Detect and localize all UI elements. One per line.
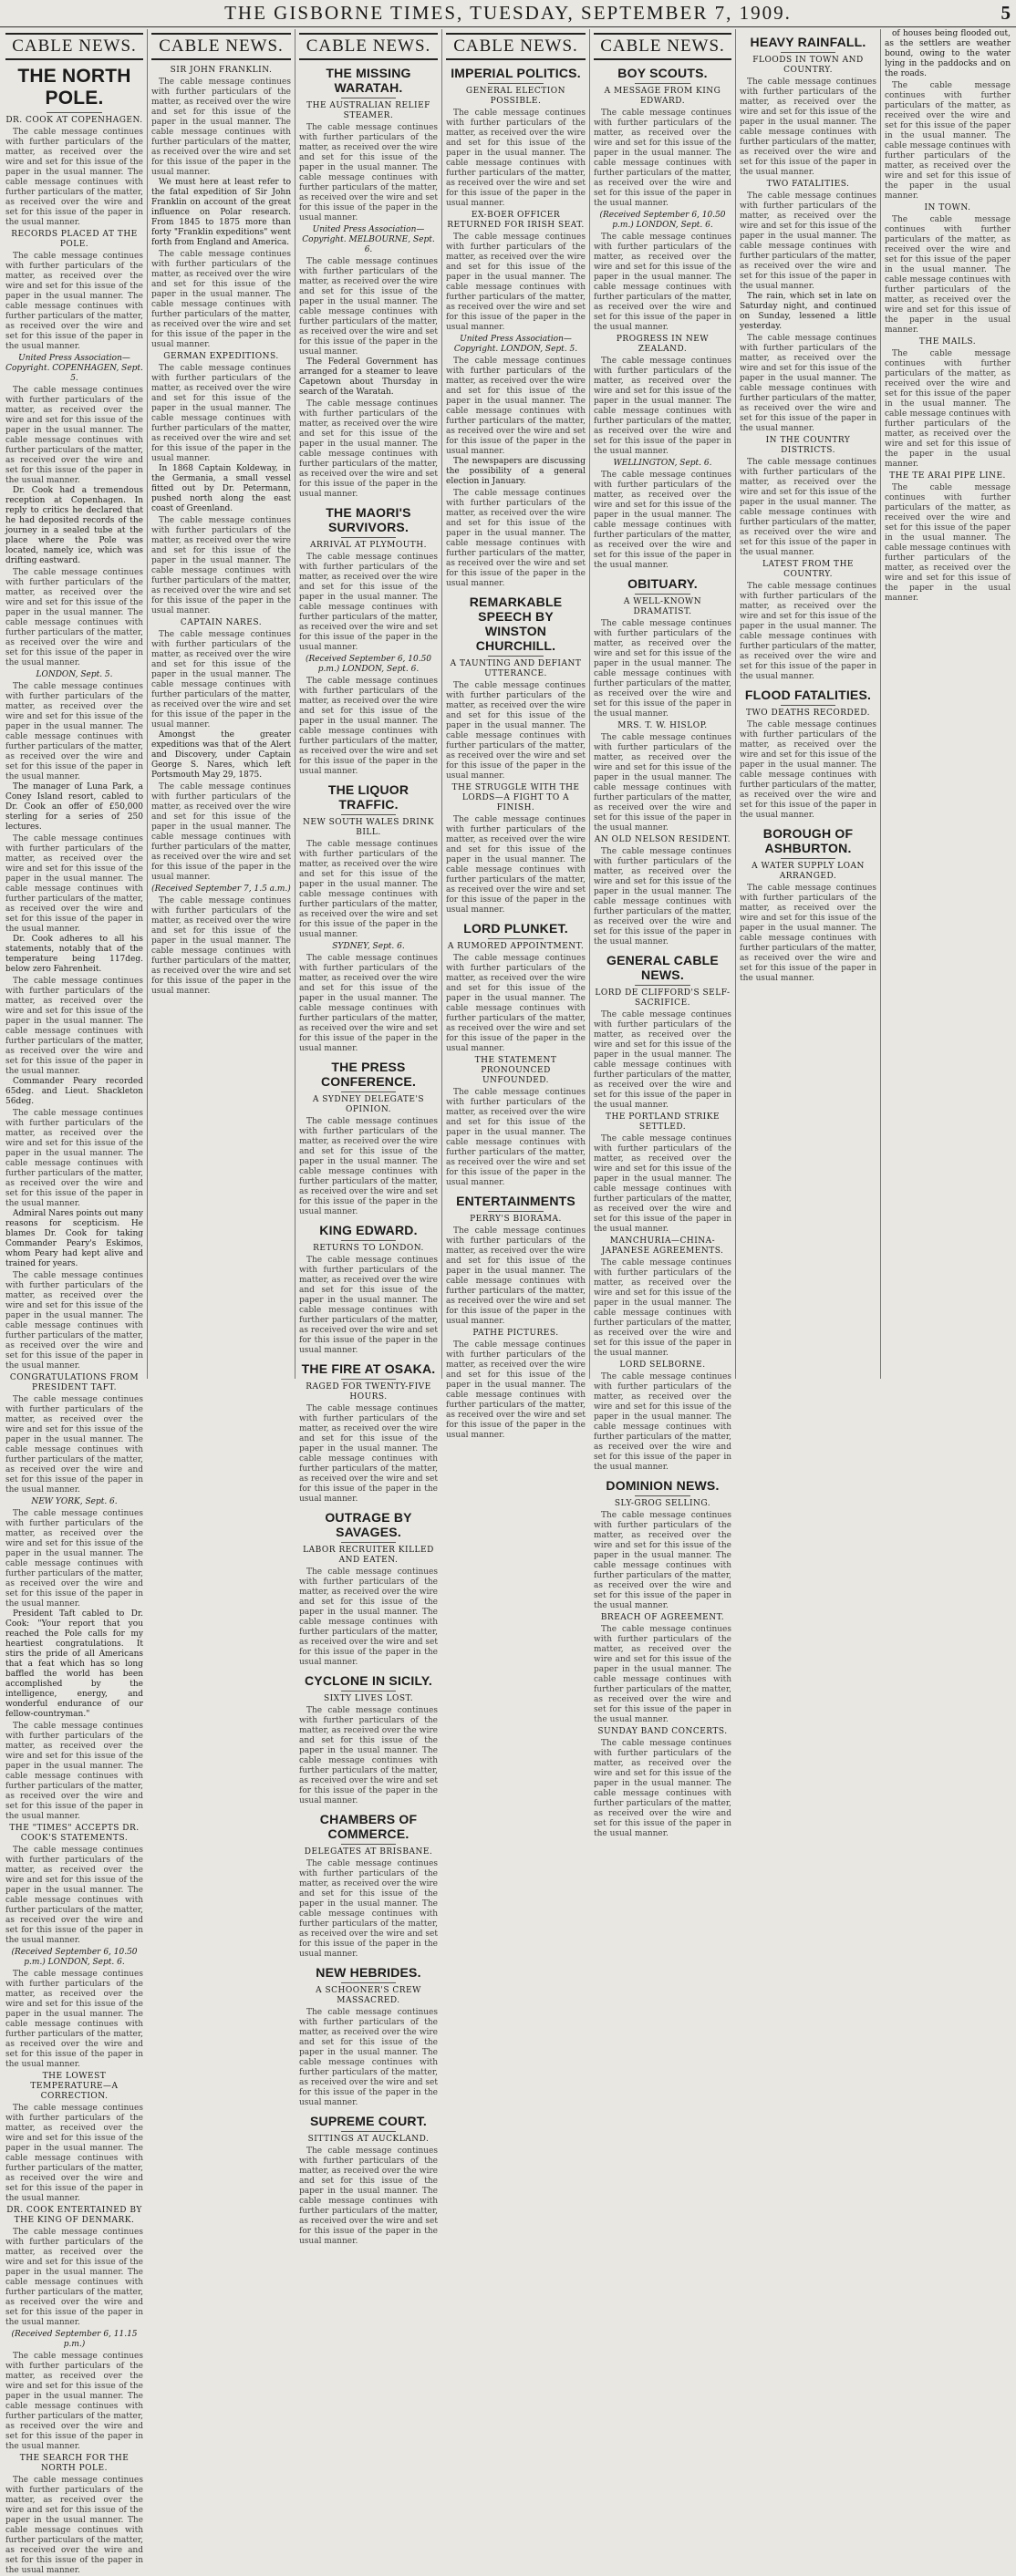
article-headline: FLOOD FATALITIES. <box>744 688 872 702</box>
body-text: The cable message continues with further particulars of the matter, as received over the wire and set for this issue of the paper in the usual manner. The cable message continues with further particulars of the matter, as received over the wire and set for this issue of the paper in the usual manner. <box>446 954 586 1053</box>
sub-heading: SITTINGS AT AUCKLAND. <box>307 2135 430 2144</box>
body-text: The cable message continues with further particulars of the matter, as received over the wire and set for this issue of the paper in the usual manner. The cable message continues with further particulars of the matter, as received over the wire and set for this issue of the paper in the usual manner. <box>446 1226 586 1326</box>
sub-heading: SLY-GROG SELLING. <box>614 1499 711 1508</box>
sub-heading: THE TE ARAI PIPE LINE. <box>889 471 1006 481</box>
body-text: The cable message continues with further particulars of the matter, as received over the wire and set for this issue of the paper in the usual manner. The cable message continues with further particulars of the matter, as received over the wire and set for this issue of the paper in the usual manner. <box>151 630 291 729</box>
article-headline: THE NORTH POLE. <box>17 66 131 109</box>
article-headline: CYCLONE IN SICILY. <box>305 1673 432 1688</box>
sub-heading: MANCHURIA—CHINA-JAPANESE AGREEMENTS. <box>601 1236 724 1256</box>
article-headline: DOMINION NEWS. <box>606 1478 720 1493</box>
body-text: The cable message continues with further particulars of the matter, as received over the wire and set for this issue of the paper in the usual manner. The cable message continues with further particulars of the matter, as received over the wire and set for this issue of the paper in the usual manner. <box>446 1340 586 1440</box>
sub-heading: BREACH OF AGREEMENT. <box>600 1613 725 1622</box>
body-text: The cable message continues with further particulars of the matter, as received over the wire and set for this issue of the paper in the usual manner. The cable message continues with further particulars of the matter, as received over the wire and set for this issue of the paper in the usual manner. <box>885 81 1011 201</box>
body-text: The cable message continues with further particulars of the matter, as received over the wire and set for this issue of the paper in the usual manner. The cable message continues with further particulars of the matter, as received over the wire and set for this issue of the paper in the usual manner. <box>446 233 586 332</box>
article-headline: REMARKABLE SPEECH BY WINSTON CHURCHILL. <box>469 595 563 653</box>
body-text: The cable message continues with further particulars of the matter, as received over the wire and set for this issue of the paper in the usual manner. The cable message continues with further particulars of the matter, as received over the wire and set for this issue of the paper in the usual manner. <box>299 954 438 1053</box>
paragraph: The Federal Government has arranged for a steamer to leave Capetown about Thursday in search of the Waratah. <box>299 357 438 397</box>
divider <box>488 938 544 939</box>
article-headline: CHAMBERS OF COMMERCE. <box>319 1812 418 1841</box>
body-text: The cable message continues with further particulars of the matter, as received over the wire and set for this issue of the paper in the usual manner. The cable message continues with further particulars of the matter, as received over the wire and set for this issue of the paper in the usual manner. <box>446 815 586 915</box>
column-6 <box>736 29 881 1379</box>
body-text: The cable message continues with further particulars of the matter, as received over the wire and set for this issue of the paper in the usual manner. The cable message continues with further particulars of the matter, as received over the wire and set for this issue of the paper in the usual manner. <box>299 1706 438 1805</box>
body-text: The cable message continues with further particulars of the matter, as received over the wire and set for this issue of the paper in the usual manner. The cable message continues with further particulars of the matter, as received over the wire and set for this issue of the paper in the usual manner. <box>594 1010 731 1110</box>
article-headline: NEW HEBRIDES. <box>316 1965 421 1980</box>
column-1 <box>2 29 148 2575</box>
sub-heading: A TAUNTING AND DEFIANT UTTERANCE. <box>450 659 582 678</box>
sub-heading: THE LOWEST TEMPERATURE—A CORRECTION. <box>30 2072 119 2101</box>
dateline: (Received September 6, 10.50 p.m.) LONDON, Sept. 6. <box>599 211 726 230</box>
page-number: 5 <box>1000 2 1011 24</box>
body-text: The cable message continues with further particulars of the matter, as received over the wire and set for this issue of the paper in the usual manner. The cable message continues with further particulars of the matter, as received over the wire and set for this issue of the paper in the usual manner. <box>5 977 143 1076</box>
sub-heading: ARRIVAL AT PLYMOUTH. <box>310 541 427 550</box>
body-text: The cable message continues with further particulars of the matter, as received over the wire and set for this issue of the paper in the usual manner. The cable message continues with further particulars of the matter, as received over the wire and set for this issue of the paper in the usual manner. <box>594 233 731 332</box>
column-2 <box>148 29 295 1379</box>
body-text: The cable message continues with further particulars of the matter, as received over the wire and set for this issue of the paper in the usual manner. The cable message continues with further particulars of the matter, as received over the wire and set for this issue of the paper in the usual manner. <box>299 840 438 939</box>
article-headline: THE PRESS CONFERENCE. <box>320 1060 417 1089</box>
sub-heading: EX-BOER OFFICER RETURNED FOR IRISH SEAT. <box>447 211 585 230</box>
divider <box>341 1091 397 1092</box>
article-headline: LORD PLUNKET. <box>463 921 568 936</box>
body-text: The cable message continues with further particulars of the matter, as received over the wire and set for this issue of the paper in the usual manner. The cable message continues with further particulars of the matter, as received over the wire and set for this issue of the paper in the usual manner. <box>594 619 731 719</box>
sub-heading: THE STRUGGLE WITH THE LORDS—A FIGHT TO A FINISH. <box>451 783 580 812</box>
paragraph: of houses being flooded out, as the settlers are weather bound, owing to the water lying in the paddocks and on the roads. <box>885 29 1011 78</box>
sub-heading: GERMAN EXPEDITIONS. <box>163 352 279 361</box>
body-text: The cable message continues with further particulars of the matter, as received over the wire and set for this issue of the paper in the usual manner. The cable message continues with further particulars of the matter, as received over the wire and set for this issue of the paper in the usual manner. <box>740 334 876 433</box>
divider <box>781 705 835 706</box>
divider <box>341 1240 397 1241</box>
sub-heading: THE SEARCH FOR THE NORTH POLE. <box>19 2454 130 2473</box>
sub-heading: PERRY'S BIORAMA. <box>470 1215 562 1224</box>
article-headline: THE MISSING WARATAH. <box>326 66 411 95</box>
sub-heading: LORD DE CLIFFORD'S SELF-SACRIFICE. <box>595 988 731 1008</box>
article-headline: THE LIQUOR TRAFFIC. <box>327 782 410 812</box>
sub-heading: GENERAL ELECTION POSSIBLE. <box>465 87 566 106</box>
article-headline: BOROUGH OF ASHBURTON. <box>762 826 854 855</box>
body-text: The cable message continues with further particulars of the matter, as received over the wire and set for this issue of the paper in the usual manner. The cable message continues with further particulars of the matter, as received over the wire and set for this issue of the paper in the usual manner. <box>594 1372 731 1472</box>
body-text: The cable message continues with further particulars of the matter, as received over the wire and set for this issue of the paper in the usual manner. The cable message continues with further particulars of the matter, as received over the wire and set for this issue of the paper in the usual manner. <box>151 896 291 996</box>
paragraph: We must here at least refer to the fatal expedition of Sir John Franklin on account of the great influence on Polar research. From 1845 to 1875 more than forty "Franklin expeditions" went forth from England and America. <box>151 178 291 247</box>
body-text: The cable message continues with further particulars of the matter, as received over the wire and set for this issue of the paper in the usual manner. The cable message continues with further particulars of the matter, as received over the wire and set for this issue of the paper in the usual manner. <box>5 1846 143 1945</box>
sub-heading: AN OLD NELSON RESIDENT. <box>594 835 731 844</box>
sub-heading: THE MAILS. <box>918 337 977 347</box>
body-text: The cable message continues with further particulars of the matter, as received over the wire and set for this issue of the paper in the usual manner. The cable message continues with further particulars of the matter, as received over the wire and set for this issue of the paper in the usual manner. <box>151 78 291 177</box>
divider <box>341 1844 397 1845</box>
sub-heading: A MESSAGE FROM KING EDWARD. <box>604 87 721 106</box>
body-text: The cable message continues with further particulars of the matter, as received over the wire and set for this issue of the paper in the usual manner. The cable message continues with further particulars of the matter, as received over the wire and set for this issue of the paper in the usual manner. <box>594 1511 731 1610</box>
sub-heading: RAGED FOR TWENTY-FIVE HOURS. <box>306 1382 431 1402</box>
body-text: The cable message continues with further particulars of the matter, as received over the wire and set for this issue of the paper in the usual manner. The cable message continues with further particulars of the matter, as received over the wire and set for this issue of the paper in the usual manner. <box>5 1271 143 1371</box>
dateline: United Press Association—Copyright. LONDON, Sept. 5. <box>453 335 578 354</box>
dateline: NEW YORK, Sept. 6. <box>31 1497 118 1506</box>
column-header: CABLE NEWS. <box>446 33 586 60</box>
sub-heading: RETURNS TO LONDON. <box>313 1244 424 1253</box>
divider <box>781 858 835 859</box>
sub-heading: A SCHOONER'S CREW MASSACRED. <box>316 1986 421 2005</box>
body-text: The cable message continues with further particulars of the matter, as received over the wire and set for this issue of the paper in the usual manner. The cable message continues with further particulars of the matter, as received over the wire and set for this issue of the paper in the usual manner. <box>151 516 291 616</box>
paragraph: The rain, which set in late on Saturday night, and continued on Sunday, lessened a little yesterday. <box>740 292 876 331</box>
sub-heading: CAPTAIN NARES. <box>180 618 263 627</box>
column-7 <box>881 29 1014 1379</box>
sub-heading: A WELL-KNOWN DRAMATIST. <box>623 597 702 616</box>
divider <box>341 537 397 538</box>
body-text: The cable message continues with further particulars of the matter, as received over the wire and set for this issue of the paper in the usual manner. The cable message continues with further particulars of the matter, as received over the wire and set for this issue of the paper in the usual manner. <box>885 349 1011 469</box>
body-text: The cable message continues with further particulars of the matter, as received over the wire and set for this issue of the paper in the usual manner. The cable message continues with further particulars of the matter, as received over the wire and set for this issue of the paper in the usual manner. <box>5 252 143 351</box>
sub-heading: SUNDAY BAND CONCERTS. <box>597 1727 728 1736</box>
divider <box>341 1982 397 1983</box>
sub-heading: THE "TIMES" ACCEPTS DR. COOK'S STATEMENTS. <box>9 1824 140 1843</box>
sub-heading: IN THE COUNTRY DISTRICTS. <box>765 436 851 455</box>
article-headline: KING EDWARD. <box>319 1223 418 1237</box>
sub-heading: THE PORTLAND STRIKE SETTLED. <box>605 1112 721 1132</box>
body-text: The cable message continues with further particulars of the matter, as received over the wire and set for this issue of the paper in the usual manner. The cable message continues with further particulars of the matter, as received over the wire and set for this issue of the paper in the usual manner. <box>740 720 876 820</box>
sub-heading: A RUMORED APPOINTMENT. <box>447 942 585 951</box>
article-headline: IMPERIAL POLITICS. <box>451 66 581 80</box>
body-text: The cable message continues with further particulars of the matter, as received over the wire and set for this issue of the paper in the usual manner. The cable message continues with further particulars of the matter, as received over the wire and set for this issue of the paper in the usual manner. <box>151 364 291 463</box>
paragraph: In 1868 Captain Koldeway, in the Germania, a small vessel fitted out by Dr. Petermann, pushed north along the east coast of Greenland. <box>151 464 291 513</box>
sub-heading: IN TOWN. <box>924 203 971 212</box>
article-headline: ENTERTAINMENTS <box>456 1194 575 1208</box>
paragraph: The manager of Luna Park, a Coney Island resort, cabled to Dr. Cook an offer of £50,000 sterling for a series of 250 lectures. <box>5 782 143 832</box>
sub-heading: CONGRATULATIONS FROM PRESIDENT TAFT. <box>9 1373 140 1392</box>
body-text: The cable message continues with further particulars of the matter, as received over the wire and set for this issue of the paper in the usual manner. The cable message continues with further particulars of the matter, as received over the wire and set for this issue of the paper in the usual manner. <box>740 78 876 177</box>
body-text: The cable message continues with further particulars of the matter, as received over the wire and set for this issue of the paper in the usual manner. The cable message continues with further particulars of the matter, as received over the wire and set for this issue of the paper in the usual manner. <box>594 109 731 208</box>
article-headline: THE FIRE AT OSAKA. <box>301 1361 436 1376</box>
divider <box>488 656 544 657</box>
body-text: The cable message continues with further particulars of the matter, as received over the wire and set for this issue of the paper in the usual manner. The cable message continues with further particulars of the matter, as received over the wire and set for this issue of the paper in the usual manner. <box>885 215 1011 335</box>
paragraph: Commander Peary recorded 65deg. and Lieut. Shackleton 56deg. <box>5 1077 143 1106</box>
paragraph: Dr. Cook adheres to all his statements, notably that of the temperature being 117deg. below zero Fahrenheit. <box>5 935 143 974</box>
sub-heading: DELEGATES AT BRISBANE. <box>304 1847 433 1857</box>
article-headline: OUTRAGE BY SAVAGES. <box>325 1510 412 1539</box>
sub-heading: SIXTY LIVES LOST. <box>323 1694 414 1703</box>
columns-area <box>2 29 1014 2575</box>
body-text: The cable message continues with further particulars of the matter, as received over the wire and set for this issue of the paper in the usual manner. The cable message continues with further particulars of the matter, as received over the wire and set for this issue of the paper in the usual manner. <box>299 553 438 652</box>
paragraph: Dr. Cook had a tremendous reception at Copenhagen. In reply to critics he declared that he had deposited records of the journey in a sealed tube at the place where the Pole was located, namely ice, which was drifting eastward. <box>5 486 143 565</box>
body-text: The cable message continues with further particulars of the matter, as received over the wire and set for this issue of the paper in the usual manner. The cable message continues with further particulars of the matter, as received over the wire and set for this issue of the paper in the usual manner. <box>151 250 291 349</box>
dateline: (Received September 6, 10.50 p.m.) LONDON, Sept. 6. <box>305 655 432 674</box>
sub-heading: RECORDS PLACED AT THE POLE. <box>11 230 138 249</box>
masthead <box>0 0 1016 27</box>
article-headline: SUPREME COURT. <box>309 2114 428 2128</box>
body-text: The cable message continues with further particulars of the matter, as received over the wire and set for this issue of the paper in the usual manner. The cable message continues with further particulars of the matter, as received over the wire and set for this issue of the paper in the usual manner. <box>5 128 143 227</box>
sub-heading: LABOR RECRUITER KILLED AND EATEN. <box>303 1546 434 1565</box>
sub-heading: THE AUSTRALIAN RELIEF STEAMER. <box>306 101 430 120</box>
paragraph: Admiral Nares points out many reasons for scepticism. He blames Dr. Cook for taking Commander Peary's Eskimos, whom Peary had kept alive and trained for years. <box>5 1209 143 1268</box>
body-text: The cable message continues with further particulars of the matter, as received over the wire and set for this issue of the paper in the usual manner. The cable message continues with further particulars of the matter, as received over the wire and set for this issue of the paper in the usual manner. <box>299 123 438 222</box>
column-header: CABLE NEWS. <box>5 33 143 60</box>
column-4 <box>442 29 590 1440</box>
body-text: The cable message continues with further particulars of the matter, as received over the wire and set for this issue of the paper in the usual manner. The cable message continues with further particulars of the matter, as received over the wire and set for this issue of the paper in the usual manner. <box>5 2476 143 2575</box>
masthead-title: THE GISBORNE TIMES, TUESDAY, SEPTEMBER 7, 1909. <box>224 2 792 24</box>
body-text: The cable message continues with further particulars of the matter, as received over the wire and set for this issue of the paper in the usual manner. The cable message continues with further particulars of the matter, as received over the wire and set for this issue of the paper in the usual manner. <box>594 1625 731 1724</box>
divider <box>781 52 835 53</box>
divider <box>635 1495 689 1496</box>
body-text: The cable message continues with further particulars of the matter, as received over the wire and set for this issue of the paper in the usual manner. The cable message continues with further particulars of the matter, as received over the wire and set for this issue of the paper in the usual manner. <box>885 483 1011 603</box>
body-text: The cable message continues with further particulars of the matter, as received over the wire and set for this issue of the paper in the usual manner. The cable message continues with further particulars of the matter, as received over the wire and set for this issue of the paper in the usual manner. <box>740 884 876 983</box>
sub-heading: A SYDNEY DELEGATE'S OPINION. <box>312 1095 425 1114</box>
body-text: The cable message continues with further particulars of the matter, as received over the wire and set for this issue of the paper in the usual manner. The cable message continues with further particulars of the matter, as received over the wire and set for this issue of the paper in the usual manner. <box>5 682 143 781</box>
body-text: The cable message continues with further particulars of the matter, as received over the wire and set for this issue of the paper in the usual manner. The cable message continues with further particulars of the matter, as received over the wire and set for this issue of the paper in the usual manner. <box>446 1088 586 1187</box>
divider <box>635 83 689 84</box>
body-text: The cable message continues with further particulars of the matter, as received over the wire and set for this issue of the paper in the usual manner. The cable message continues with further particulars of the matter, as received over the wire and set for this issue of the paper in the usual manner. <box>5 568 143 667</box>
dateline: (Received September 6, 11.15 p.m.) <box>11 2330 138 2349</box>
body-text: The cable message continues with further particulars of the matter, as received over the wire and set for this issue of the paper in the usual manner. The cable message continues with further particulars of the matter, as received over the wire and set for this issue of the paper in the usual manner. <box>299 1404 438 1504</box>
sub-heading: DR. COOK ENTERTAINED BY THE KING OF DENMARK. <box>6 2206 142 2225</box>
divider <box>635 985 689 986</box>
body-text: The cable message continues with further particulars of the matter, as received over the wire and set for this issue of the paper in the usual manner. The cable message continues with further particulars of the matter, as received over the wire and set for this issue of the paper in the usual manner. <box>299 1859 438 1959</box>
paragraph: The newspapers are discussing the possibility of a general election in January. <box>446 457 586 486</box>
body-text: The cable message continues with further particulars of the matter, as received over the wire and set for this issue of the paper in the usual manner. The cable message continues with further particulars of the matter, as received over the wire and set for this issue of the paper in the usual manner. <box>594 357 731 456</box>
sub-heading: TWO FATALITIES. <box>766 180 850 189</box>
body-text: The cable message continues with further particulars of the matter, as received over the wire and set for this issue of the paper in the usual manner. The cable message continues with further particulars of the matter, as received over the wire and set for this issue of the paper in the usual manner. <box>594 847 731 947</box>
sub-heading: PATHE PICTURES. <box>472 1329 559 1338</box>
divider <box>47 112 101 113</box>
dateline: SYDNEY, Sept. 6. <box>332 942 405 951</box>
column-header: CABLE NEWS. <box>594 33 731 60</box>
divider <box>341 2131 397 2132</box>
body-text: The cable message continues with further particulars of the matter, as received over the wire and set for this issue of the paper in the usual manner. The cable message continues with further particulars of the matter, as received over the wire and set for this issue of the paper in the usual manner. <box>299 1256 438 1355</box>
article-headline: GENERAL CABLE NEWS. <box>606 953 719 982</box>
body-text: The cable message continues with further particulars of the matter, as received over the wire and set for this issue of the paper in the usual manner. The cable message continues with further particulars of the matter, as received over the wire and set for this issue of the paper in the usual manner. <box>299 2008 438 2107</box>
sub-heading: TWO DEATHS RECORDED. <box>745 709 871 718</box>
body-text: The cable message continues with further particulars of the matter, as received over the wire and set for this issue of the paper in the usual manner. The cable message continues with further particulars of the matter, as received over the wire and set for this issue of the paper in the usual manner. <box>5 1970 143 2069</box>
sub-heading: MRS. T. W. HISLOP. <box>617 721 708 730</box>
body-text: The cable message continues with further particulars of the matter, as received over the wire and set for this issue of the paper in the usual manner. The cable message continues with further particulars of the matter, as received over the wire and set for this issue of the paper in the usual manner. <box>299 2147 438 2246</box>
body-text: The cable message continues with further particulars of the matter, as received over the wire and set for this issue of the paper in the usual manner. The cable message continues with further particulars of the matter, as received over the wire and set for this issue of the paper in the usual manner. <box>5 1395 143 1495</box>
sub-heading: LORD SELBORNE. <box>619 1360 706 1370</box>
body-text: The cable message continues with further particulars of the matter, as received over the wire and set for this issue of the paper in the usual manner. The cable message continues with further particulars of the matter, as received over the wire and set for this issue of the paper in the usual manner. <box>740 458 876 557</box>
body-text: The cable message continues with further particulars of the matter, as received over the wire and set for this issue of the paper in the usual manner. The cable message continues with further particulars of the matter, as received over the wire and set for this issue of the paper in the usual manner. <box>594 733 731 833</box>
divider <box>488 83 544 84</box>
body-text: The cable message continues with further particulars of the matter, as received over the wire and set for this issue of the paper in the usual manner. The cable message continues with further particulars of the matter, as received over the wire and set for this issue of the paper in the usual manner. <box>299 677 438 776</box>
body-text: The cable message continues with further particulars of the matter, as received over the wire and set for this issue of the paper in the usual manner. The cable message continues with further particulars of the matter, as received over the wire and set for this issue of the paper in the usual manner. <box>446 681 586 781</box>
divider <box>341 1542 397 1543</box>
body-text: The cable message continues with further particulars of the matter, as received over the wire and set for this issue of the paper in the usual manner. The cable message continues with further particulars of the matter, as received over the wire and set for this issue of the paper in the usual manner. <box>5 2228 143 2327</box>
divider <box>488 1211 544 1212</box>
divider <box>341 814 397 815</box>
body-text: The cable message continues with further particulars of the matter, as received over the wire and set for this issue of the paper in the usual manner. The cable message continues with further particulars of the matter, as received over the wire and set for this issue of the paper in the usual manner. <box>594 1258 731 1358</box>
article-headline: THE MAORI'S SURVIVORS. <box>326 505 411 534</box>
body-text: The cable message continues with further particulars of the matter, as received over the wire and set for this issue of the paper in the usual manner. The cable message continues with further particulars of the matter, as received over the wire and set for this issue of the paper in the usual manner. <box>5 2104 143 2203</box>
body-text: The cable message continues with further particulars of the matter, as received over the wire and set for this issue of the paper in the usual manner. The cable message continues with further particulars of the matter, as received over the wire and set for this issue of the paper in the usual manner. <box>740 582 876 681</box>
column-5 <box>590 29 736 1838</box>
dateline: United Press Association—Copyright. MELBOURNE, Sept. 6. <box>302 225 435 254</box>
sub-heading: SIR JOHN FRANKLIN. <box>170 66 273 75</box>
dateline: United Press Association—Copyright. COPENHAGEN, Sept. 5. <box>5 354 143 383</box>
body-text: The cable message continues with further particulars of the matter, as received over the wire and set for this issue of the paper in the usual manner. The cable message continues with further particulars of the matter, as received over the wire and set for this issue of the paper in the usual manner. <box>299 257 438 357</box>
divider <box>635 594 689 595</box>
paragraph: President Taft cabled to Dr. Cook: "Your report that you reached the Pole calls for my heartiest congratulations. It stirs the pride of all Americans that a feat which has so long baffled the world has been accomplished by the intelligence, energy, and wonderful endurance of our fellow-countryman." <box>5 1609 143 1719</box>
body-text: The cable message continues with further particulars of the matter, as received over the wire and set for this issue of the paper in the usual manner. The cable message continues with further particulars of the matter, as received over the wire and set for this issue of the paper in the usual manner. <box>594 471 731 570</box>
sub-heading: DR. COOK AT COPENHAGEN. <box>5 116 143 125</box>
body-text: The cable message continues with further particulars of the matter, as received over the wire and set for this issue of the paper in the usual manner. The cable message continues with further particulars of the matter, as received over the wire and set for this issue of the paper in the usual manner. <box>446 489 586 588</box>
divider <box>341 1379 397 1380</box>
sub-heading: LATEST FROM THE COUNTRY. <box>762 560 854 579</box>
column-header: CABLE NEWS. <box>151 33 291 60</box>
body-text: The cable message continues with further particulars of the matter, as received over the wire and set for this issue of the paper in the usual manner. The cable message continues with further particulars of the matter, as received over the wire and set for this issue of the paper in the usual manner. <box>740 191 876 291</box>
body-text: The cable message continues with further particulars of the matter, as received over the wire and set for this issue of the paper in the usual manner. The cable message continues with further particulars of the matter, as received over the wire and set for this issue of the paper in the usual manner. <box>594 1739 731 1838</box>
sub-heading: PROGRESS IN NEW ZEALAND. <box>616 335 710 354</box>
sub-heading: FLOODS IN TOWN AND COUNTRY. <box>752 56 864 75</box>
body-text: The cable message continues with further particulars of the matter, as received over the wire and set for this issue of the paper in the usual manner. The cable message continues with further particulars of the matter, as received over the wire and set for this issue of the paper in the usual manner. <box>151 782 291 882</box>
paragraph: Amongst the greater expeditions was that of the Alert and Discovery, under Captain George S. Nares, which left Portsmouth May 29, 1875. <box>151 730 291 780</box>
body-text: The cable message continues with further particulars of the matter, as received over the wire and set for this issue of the paper in the usual manner. The cable message continues with further particulars of the matter, as received over the wire and set for this issue of the paper in the usual manner. <box>594 1134 731 1234</box>
body-text: The cable message continues with further particulars of the matter, as received over the wire and set for this issue of the paper in the usual manner. The cable message continues with further particulars of the matter, as received over the wire and set for this issue of the paper in the usual manner. <box>5 1509 143 1609</box>
body-text: The cable message continues with further particulars of the matter, as received over the wire and set for this issue of the paper in the usual manner. The cable message continues with further particulars of the matter, as received over the wire and set for this issue of the paper in the usual manner. <box>5 2352 143 2451</box>
dateline: WELLINGTON, Sept. 6. <box>613 459 712 468</box>
sub-heading: THE STATEMENT PRONOUNCED UNFOUNDED. <box>474 1056 557 1085</box>
dateline: LONDON, Sept. 5. <box>36 670 113 679</box>
body-text: The cable message continues with further particulars of the matter, as received over the wire and set for this issue of the paper in the usual manner. The cable message continues with further particulars of the matter, as received over the wire and set for this issue of the paper in the usual manner. <box>5 834 143 934</box>
body-text: The cable message continues with further particulars of the matter, as received over the wire and set for this issue of the paper in the usual manner. The cable message continues with further particulars of the matter, as received over the wire and set for this issue of the paper in the usual manner. <box>5 1109 143 1208</box>
article-headline: BOY SCOUTS. <box>617 66 708 80</box>
article-headline: HEAVY RAINFALL. <box>750 35 866 49</box>
dateline: (Received September 7, 1.5 a.m.) <box>151 885 291 894</box>
body-text: The cable message continues with further particulars of the matter, as received over the wire and set for this issue of the paper in the usual manner. The cable message continues with further particulars of the matter, as received over the wire and set for this issue of the paper in the usual manner. <box>299 399 438 499</box>
body-text: The cable message continues with further particulars of the matter, as received over the wire and set for this issue of the paper in the usual manner. The cable message continues with further particulars of the matter, as received over the wire and set for this issue of the paper in the usual manner. <box>5 1722 143 1821</box>
dateline: (Received September 6, 10.50 p.m.) LONDON, Sept. 6. <box>11 1948 138 1967</box>
body-text: The cable message continues with further particulars of the matter, as received over the wire and set for this issue of the paper in the usual manner. The cable message continues with further particulars of the matter, as received over the wire and set for this issue of the paper in the usual manner. <box>446 357 586 456</box>
body-text: The cable message continues with further particulars of the matter, as received over the wire and set for this issue of the paper in the usual manner. The cable message continues with further particulars of the matter, as received over the wire and set for this issue of the paper in the usual manner. <box>299 1567 438 1667</box>
article-headline: OBITUARY. <box>627 576 698 591</box>
sub-heading: A WATER SUPPLY LOAN ARRANGED. <box>752 862 865 881</box>
sub-heading: NEW SOUTH WALES DRINK BILL. <box>303 818 434 837</box>
body-text: The cable message continues with further particulars of the matter, as received over the wire and set for this issue of the paper in the usual manner. The cable message continues with further particulars of the matter, as received over the wire and set for this issue of the paper in the usual manner. <box>446 109 586 208</box>
column-3 <box>295 29 442 2246</box>
body-text: The cable message continues with further particulars of the matter, as received over the wire and set for this issue of the paper in the usual manner. The cable message continues with further particulars of the matter, as received over the wire and set for this issue of the paper in the usual manner. <box>5 386 143 485</box>
body-text: The cable message continues with further particulars of the matter, as received over the wire and set for this issue of the paper in the usual manner. The cable message continues with further particulars of the matter, as received over the wire and set for this issue of the paper in the usual manner. <box>299 1117 438 1216</box>
column-header: CABLE NEWS. <box>299 33 438 60</box>
